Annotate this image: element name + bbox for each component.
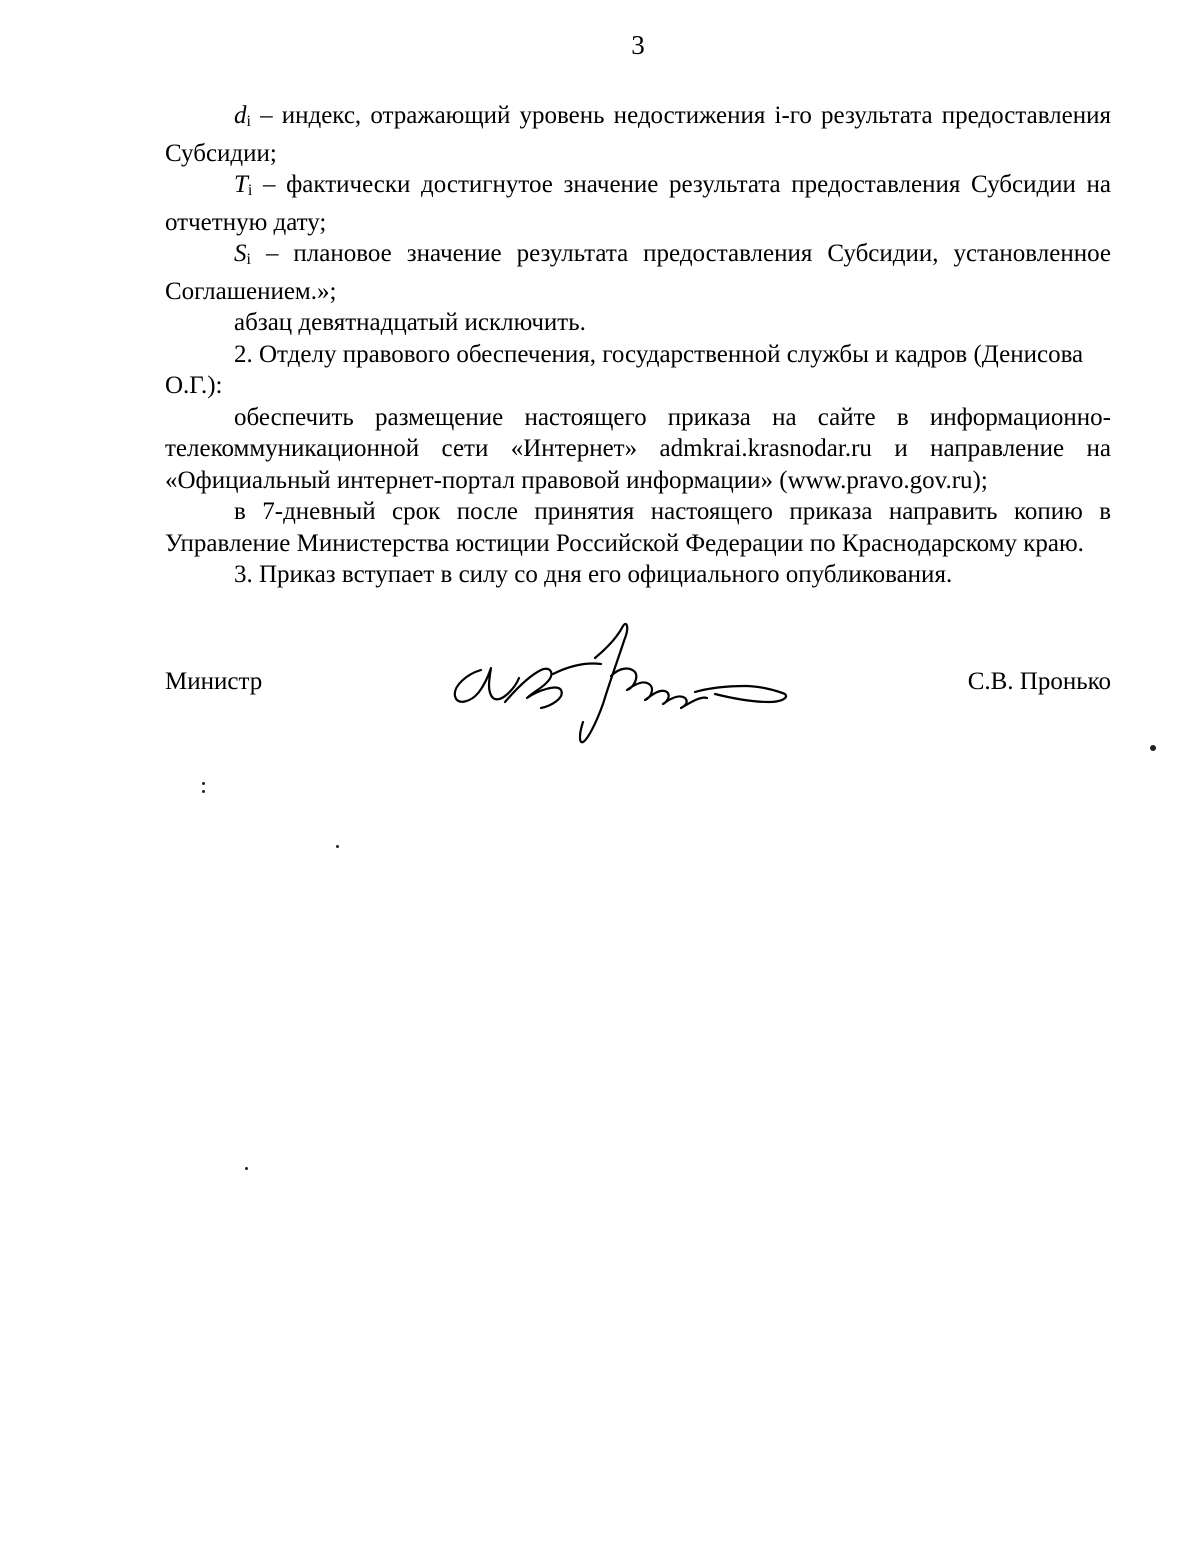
paragraph-department: 2. Отделу правового обеспечения, государственной службы и кадров (Денисова О.Г.): [165,340,1084,399]
definition-subscript: i [246,113,251,130]
paragraph-publication: обеспечить размещение настоящего приказа на сайте в информационно-телекоммуникационной сети «Интернет» admkrai.krasnodar.ru и направление на «Официальный интернет-портал правовой информации» (www.pravo.gov.ru); [165,403,1111,494]
definition-s [165,238,1111,307]
scan-artifact [202,790,205,793]
scan-artifact [336,845,339,848]
definition-text: – плановое значение результата предоставления Субсидии, установленное Соглашением.»; [165,240,1111,305]
definition-t [165,169,1111,238]
scan-artifact [202,782,205,785]
signatory-name: С.В. Пронько [967,668,1111,695]
definition-symbol: S [234,240,247,267]
page-number: 3 [631,30,645,60]
definition-text: – индекс, отражающий уровень недостижения i-го результата предоставления Субсидии; [165,102,1111,167]
definition-d [165,100,1111,169]
scan-artifact [245,1167,248,1170]
definition-symbol: d [234,102,247,129]
definition-symbol: T [234,171,248,198]
paragraph-effective: 3. Приказ вступает в силу со дня его официального опубликования. [234,561,953,588]
paragraph-copy: в 7-дневный срок после принятия настоящего приказа направить копию в Управление Министерства юстиции Российской Федерации по Краснодарскому краю. [165,498,1111,557]
signatory-title: Министр [165,668,263,695]
definition-subscript: i [247,182,253,199]
definition-text: – фактически достигнутое значение результата предоставления Субсидии на отчетную дату; [165,171,1112,236]
handwritten-signature [445,618,805,748]
definition-subscript: i [246,251,251,268]
paragraph-exclude: абзац девятнадцатый исключить. [234,309,586,336]
scan-artifact [1150,745,1156,751]
document-body [165,100,1111,591]
